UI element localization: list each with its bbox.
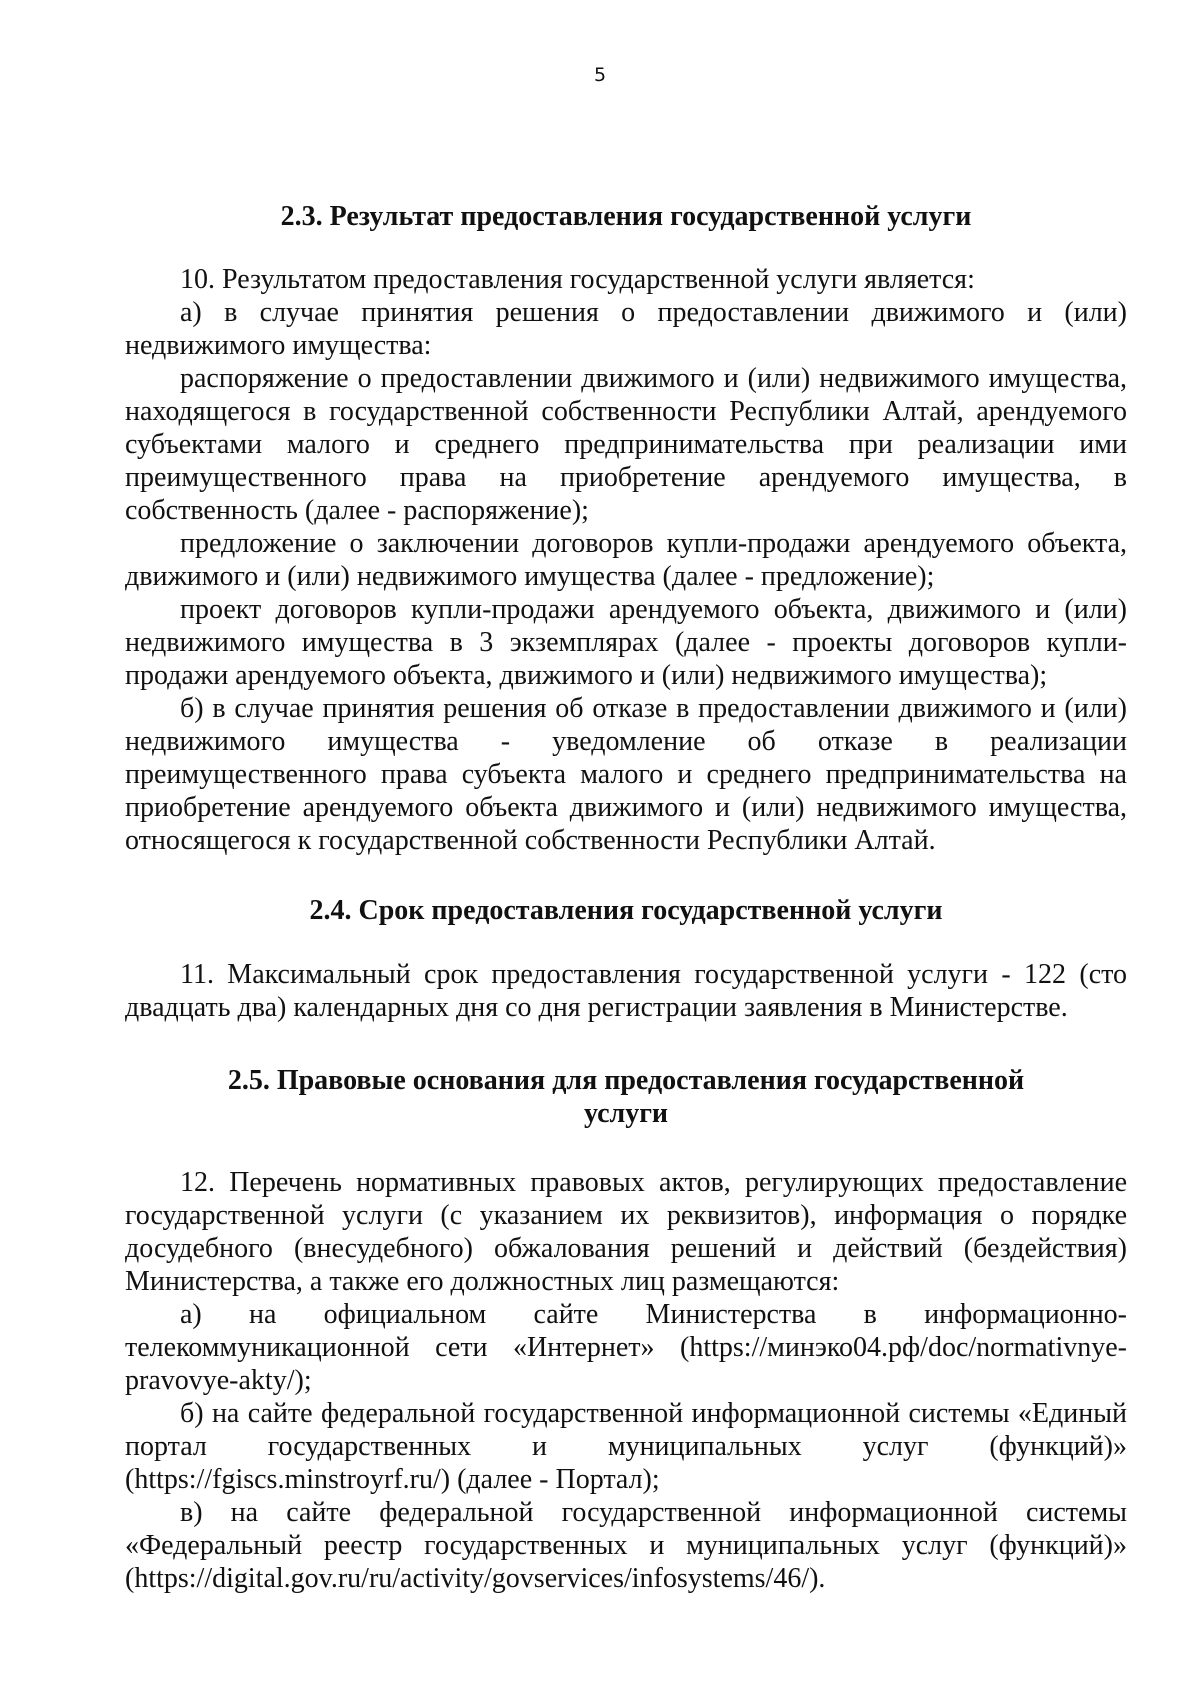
paragraph-12-a: а) на официальном сайте Министерства в информационно-телекоммуникационной сети «Интернет» (https://минэко04.рф/doc/normativnye-pravovye-akty/); (125, 1299, 1127, 1396)
section-heading-2-4: 2.4. Срок предоставления государственной услуги (309, 895, 943, 926)
paragraph-10-draft-contracts: проект договоров купли-продажи арендуемого объекта, движимого и (или) недвижимого имущества в 3 экземплярах (далее - проекты договоров купли-продажи арендуемого объекта, движимого и (или) недвижимого имущества); (125, 594, 1127, 691)
page-number: 5 (593, 64, 607, 86)
paragraph-12-b: б) на сайте федеральной государственной информационной системы «Единый портал государственных и муниципальных услуг (функций)» (https://fgiscs.minstroyrf.ru/) (далее - Портал); (125, 1398, 1127, 1495)
paragraph-10-offer: предложение о заключении договоров купли-продажи арендуемого объекта, движимого и (или) недвижимого имущества (далее - предложение); (125, 528, 1127, 592)
section-heading-2-3: 2.3. Результат предоставления государственной услуги (280, 201, 972, 232)
section-heading-2-5-line2: услуги (583, 1098, 669, 1129)
paragraph-10-b: б) в случае принятия решения об отказе в предоставлении движимого и (или) недвижимого имущества - уведомление об отказе в реализации преимущественного права субъекта малого и среднего предпринимательства на приобретение арендуемого объекта движимого и (или) недвижимого имущества, относящегося к государственной собственности Республики Алтай. (125, 693, 1127, 856)
paragraph-10: 10. Результатом предоставления государственной услуги является: (180, 264, 975, 295)
paragraph-10-order: распоряжение о предоставлении движимого и (или) недвижимого имущества, находящегося в государственной собственности Республики Алтай, арендуемого субъектами малого и среднего предпринимательства при реализации ими преимущественного права на приобретение арендуемого имущества, в собственность (далее - распоряжение); (125, 363, 1127, 526)
section-heading-2-5-line1: 2.5. Правовые основания для предоставления государственной (227, 1065, 1025, 1096)
paragraph-12-c: в) на сайте федеральной государственной информационной системы «Федеральный реестр государственных и муниципальных услуг (функций)» (https://digital.gov.ru/ru/activity/govservices/infosystems/46/). (125, 1497, 1127, 1594)
paragraph-12: 12. Перечень нормативных правовых актов, регулирующих предоставление государственной услуги (с указанием их реквизитов), информация о порядке досудебного (внесудебного) обжалования решений и действий (бездействия) Министерства, а также его должностных лиц размещаются: (125, 1167, 1127, 1297)
section-heading-2-5 (125, 1064, 1127, 1130)
paragraph-11: 11. Максимальный срок предоставления государственной услуги - 122 (сто двадцать два) календарных дня со дня регистрации заявления в Министерстве. (125, 959, 1127, 1023)
page-content (125, 200, 1127, 1595)
paragraph-10-a: а) в случае принятия решения о предоставлении движимого и (или) недвижимого имущества: (125, 297, 1127, 361)
